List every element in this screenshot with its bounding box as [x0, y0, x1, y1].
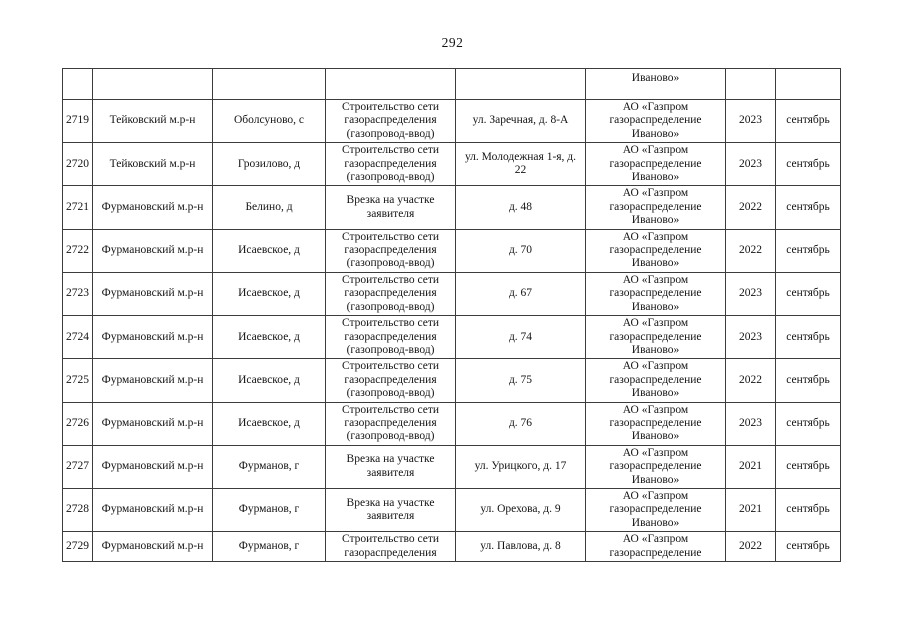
cell-row-number: 2726 — [63, 402, 93, 445]
cell-address: д. 76 — [456, 402, 586, 445]
cell-organization: АО «Газпром газораспределение Иваново» — [586, 445, 726, 488]
cell-row-number: 2727 — [63, 445, 93, 488]
cell-year: 2023 — [726, 402, 776, 445]
cell-organization: АО «Газпром газораспределение Иваново» — [586, 100, 726, 143]
table-row — [63, 69, 841, 100]
cell-year — [726, 69, 776, 100]
cell-work-type: Строительство сети газораспределения (газопровод-ввод) — [326, 316, 456, 359]
cell-row-number: 2720 — [63, 143, 93, 186]
table-row — [63, 143, 841, 186]
cell-locality: Оболсуново, с — [213, 100, 326, 143]
cell-organization: АО «Газпром газораспределение — [586, 532, 726, 562]
cell-district — [93, 69, 213, 100]
cell-row-number: 2725 — [63, 359, 93, 402]
cell-locality: Фурманов, г — [213, 488, 326, 531]
cell-work-type: Строительство сети газораспределения — [326, 532, 456, 562]
cell-district: Фурмановский м.р-н — [93, 272, 213, 315]
cell-row-number: 2721 — [63, 186, 93, 229]
cell-district: Фурмановский м.р-н — [93, 359, 213, 402]
cell-work-type: Строительство сети газораспределения (газопровод-ввод) — [326, 100, 456, 143]
cell-row-number: 2723 — [63, 272, 93, 315]
cell-address: ул. Урицкого, д. 17 — [456, 445, 586, 488]
cell-work-type: Врезка на участке заявителя — [326, 488, 456, 531]
cell-address: д. 70 — [456, 229, 586, 272]
cell-work-type: Строительство сети газораспределения (газопровод-ввод) — [326, 359, 456, 402]
table-row — [63, 229, 841, 272]
table-row — [63, 532, 841, 562]
cell-month: сентябрь — [776, 445, 841, 488]
table-row — [63, 488, 841, 531]
cell-address: д. 67 — [456, 272, 586, 315]
cell-year: 2021 — [726, 445, 776, 488]
cell-work-type: Строительство сети газораспределения (газопровод-ввод) — [326, 402, 456, 445]
cell-work-type: Строительство сети газораспределения (газопровод-ввод) — [326, 229, 456, 272]
cell-district: Тейковский м.р-н — [93, 143, 213, 186]
gasification-schedule-table — [62, 68, 841, 562]
cell-address — [456, 69, 586, 100]
cell-work-type: Врезка на участке заявителя — [326, 445, 456, 488]
cell-year: 2022 — [726, 532, 776, 562]
cell-organization: АО «Газпром газораспределение Иваново» — [586, 488, 726, 531]
cell-address: д. 48 — [456, 186, 586, 229]
page-number: 292 — [441, 35, 464, 50]
cell-address: ул. Молодежная 1-я, д. 22 — [456, 143, 586, 186]
cell-address: ул. Орехова, д. 9 — [456, 488, 586, 531]
cell-month: сентябрь — [776, 272, 841, 315]
cell-year: 2023 — [726, 143, 776, 186]
cell-year: 2023 — [726, 100, 776, 143]
cell-month: сентябрь — [776, 402, 841, 445]
cell-organization: АО «Газпром газораспределение Иваново» — [586, 272, 726, 315]
cell-organization: АО «Газпром газораспределение Иваново» — [586, 229, 726, 272]
cell-month: сентябрь — [776, 186, 841, 229]
cell-row-number: 2719 — [63, 100, 93, 143]
table-row — [63, 359, 841, 402]
cell-locality: Фурманов, г — [213, 532, 326, 562]
cell-year: 2022 — [726, 186, 776, 229]
cell-work-type — [326, 69, 456, 100]
cell-locality: Грозилово, д — [213, 143, 326, 186]
cell-month: сентябрь — [776, 229, 841, 272]
cell-locality — [213, 69, 326, 100]
cell-year: 2022 — [726, 359, 776, 402]
cell-year: 2023 — [726, 272, 776, 315]
cell-address: ул. Заречная, д. 8-А — [456, 100, 586, 143]
cell-locality: Фурманов, г — [213, 445, 326, 488]
cell-year: 2021 — [726, 488, 776, 531]
table-row — [63, 186, 841, 229]
cell-row-number: 2722 — [63, 229, 93, 272]
table-body — [63, 69, 841, 562]
cell-row-number: 2724 — [63, 316, 93, 359]
cell-row-number: 2729 — [63, 532, 93, 562]
cell-row-number: 2728 — [63, 488, 93, 531]
cell-district: Фурмановский м.р-н — [93, 488, 213, 531]
cell-address: д. 75 — [456, 359, 586, 402]
table-row — [63, 100, 841, 143]
cell-district: Фурмановский м.р-н — [93, 402, 213, 445]
cell-locality: Исаевское, д — [213, 229, 326, 272]
cell-locality: Исаевское, д — [213, 359, 326, 402]
cell-month: сентябрь — [776, 100, 841, 143]
cell-month: сентябрь — [776, 532, 841, 562]
table-row — [63, 272, 841, 315]
cell-organization: АО «Газпром газораспределение Иваново» — [586, 186, 726, 229]
cell-locality: Исаевское, д — [213, 272, 326, 315]
cell-organization: АО «Газпром газораспределение Иваново» — [586, 359, 726, 402]
cell-organization: АО «Газпром газораспределение Иваново» — [586, 143, 726, 186]
cell-month: сентябрь — [776, 488, 841, 531]
cell-locality: Белино, д — [213, 186, 326, 229]
cell-work-type: Врезка на участке заявителя — [326, 186, 456, 229]
cell-district: Фурмановский м.р-н — [93, 186, 213, 229]
table-row — [63, 402, 841, 445]
cell-year: 2022 — [726, 229, 776, 272]
cell-row-number — [63, 69, 93, 100]
table-row — [63, 445, 841, 488]
cell-organization: АО «Газпром газораспределение Иваново» — [586, 402, 726, 445]
cell-month: сентябрь — [776, 359, 841, 402]
cell-address: д. 74 — [456, 316, 586, 359]
cell-district: Тейковский м.р-н — [93, 100, 213, 143]
cell-month: сентябрь — [776, 143, 841, 186]
cell-locality: Исаевское, д — [213, 316, 326, 359]
cell-locality: Исаевское, д — [213, 402, 326, 445]
cell-district: Фурмановский м.р-н — [93, 229, 213, 272]
cell-year: 2023 — [726, 316, 776, 359]
cell-district: Фурмановский м.р-н — [93, 445, 213, 488]
cell-address: ул. Павлова, д. 8 — [456, 532, 586, 562]
cell-organization: АО «Газпром газораспределение Иваново» — [586, 316, 726, 359]
cell-work-type: Строительство сети газораспределения (газопровод-ввод) — [326, 143, 456, 186]
table-row — [63, 316, 841, 359]
cell-organization: Иваново» — [586, 69, 726, 100]
cell-work-type: Строительство сети газораспределения (газопровод-ввод) — [326, 272, 456, 315]
cell-district: Фурмановский м.р-н — [93, 316, 213, 359]
cell-month — [776, 69, 841, 100]
cell-district: Фурмановский м.р-н — [93, 532, 213, 562]
cell-month: сентябрь — [776, 316, 841, 359]
